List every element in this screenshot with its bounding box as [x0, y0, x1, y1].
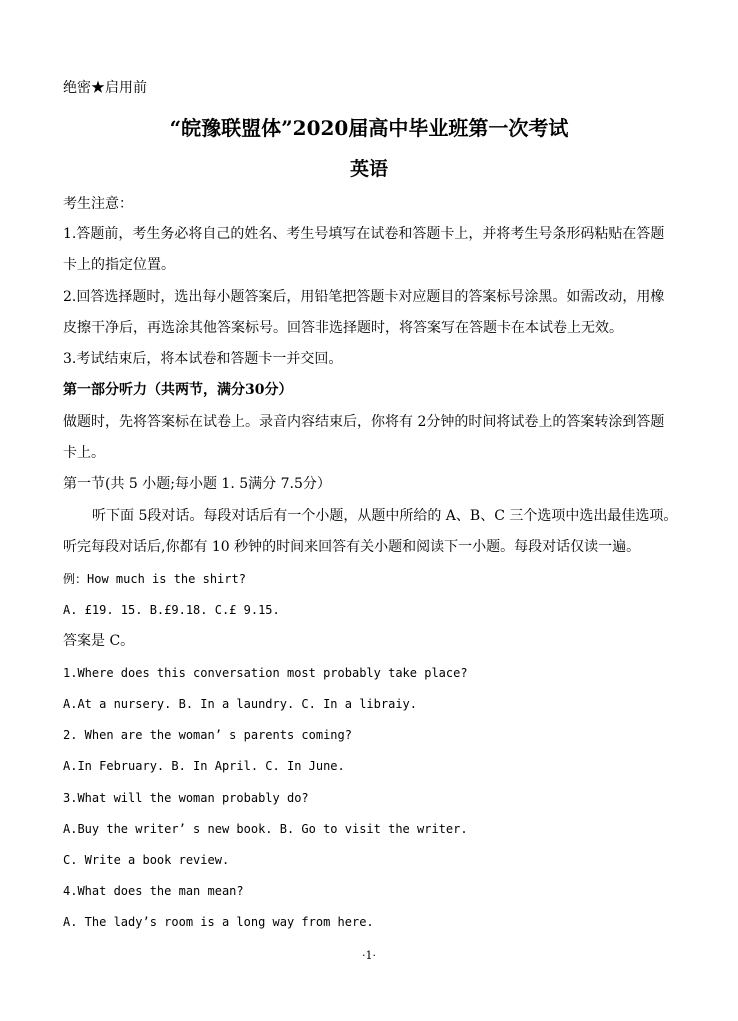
question-3-options: A.Buy the writer’ s new book. B. Go to visit the writer.: [63, 822, 468, 836]
exam-title: “皖豫联盟体”2020届高中毕业班第一次考试: [169, 116, 569, 140]
notice-item-1-line-1: 1.答题前，考生务必将自己的姓名、考生号填写在试卷和答题卡上，并将考生号条形码粘贴在答题: [63, 226, 665, 242]
question-4: 4.What does the man mean?: [63, 884, 244, 898]
question-3-options-c: C. Write a book review.: [63, 853, 230, 867]
question-1-options: A.At a nursery. B. In a laundry. C. In a libraiy.: [63, 697, 418, 711]
section1-instructions-line-2: 听完每段对话后,你都有 10 秒钟的时间来回答有关小题和阅读下一小题。每段对话仅读一遍。: [63, 539, 641, 555]
notice-item-1-line-2: 卡上的指定位置。: [63, 257, 175, 273]
section1-instructions-line-1: 听下面 5段对话。每段对话后有一个小题，从题中所给的 A、B、C 三个选项中选出最佳选项。: [92, 508, 678, 524]
question-3: 3.What will the woman probably do?: [63, 791, 309, 805]
notice-item-2-line-2: 皮擦干净后，再选涂其他答案标号。回答非选择题时，将答案写在答题卡在本试卷上无效。: [63, 320, 623, 336]
confidential-label: 绝密★启用前: [63, 80, 147, 96]
notice-heading: 考生注意：: [63, 196, 133, 212]
question-1: 1.Where does this conversation most probably take place?: [63, 666, 468, 680]
subject-title: 英语: [349, 158, 388, 180]
notice-item-2-line-1: 2.回答选择题时，选出每小题答案后，用铅笔把答题卡对应题目的答案标号涂黑。如需改动，用橡: [63, 289, 665, 305]
part1-instructions-line-1: 做题时，先将答案标在试卷上。录音内容结束后，你将有 2分钟的时间将试卷上的答案转涂到答题: [63, 414, 665, 430]
part1-instructions-line-2: 卡上。: [63, 445, 105, 461]
question-2-options: A.In February. B. In April. C. In June.: [63, 759, 345, 773]
example-options: A. £19. 15. B.£9.18. C.£ 9.15.: [63, 603, 280, 617]
example-question: 例：How much is the shirt?: [63, 572, 246, 586]
notice-item-3: 3.考试结束后，将本试卷和答题卡一并交回。: [63, 351, 343, 367]
part1-heading: 第一部分听力（共两节，满分30分）: [63, 382, 293, 398]
section1-heading: 第一节(共 5 小题;每小题 1. 5满分 7.5分）: [63, 476, 331, 492]
page-number: ·1·: [362, 949, 376, 962]
question-2: 2. When are the woman’ s parents coming?: [63, 728, 352, 742]
example-answer: 答案是 C。: [63, 633, 135, 649]
question-4-option-a: A. The lady’s room is a long way from here.: [63, 915, 374, 929]
